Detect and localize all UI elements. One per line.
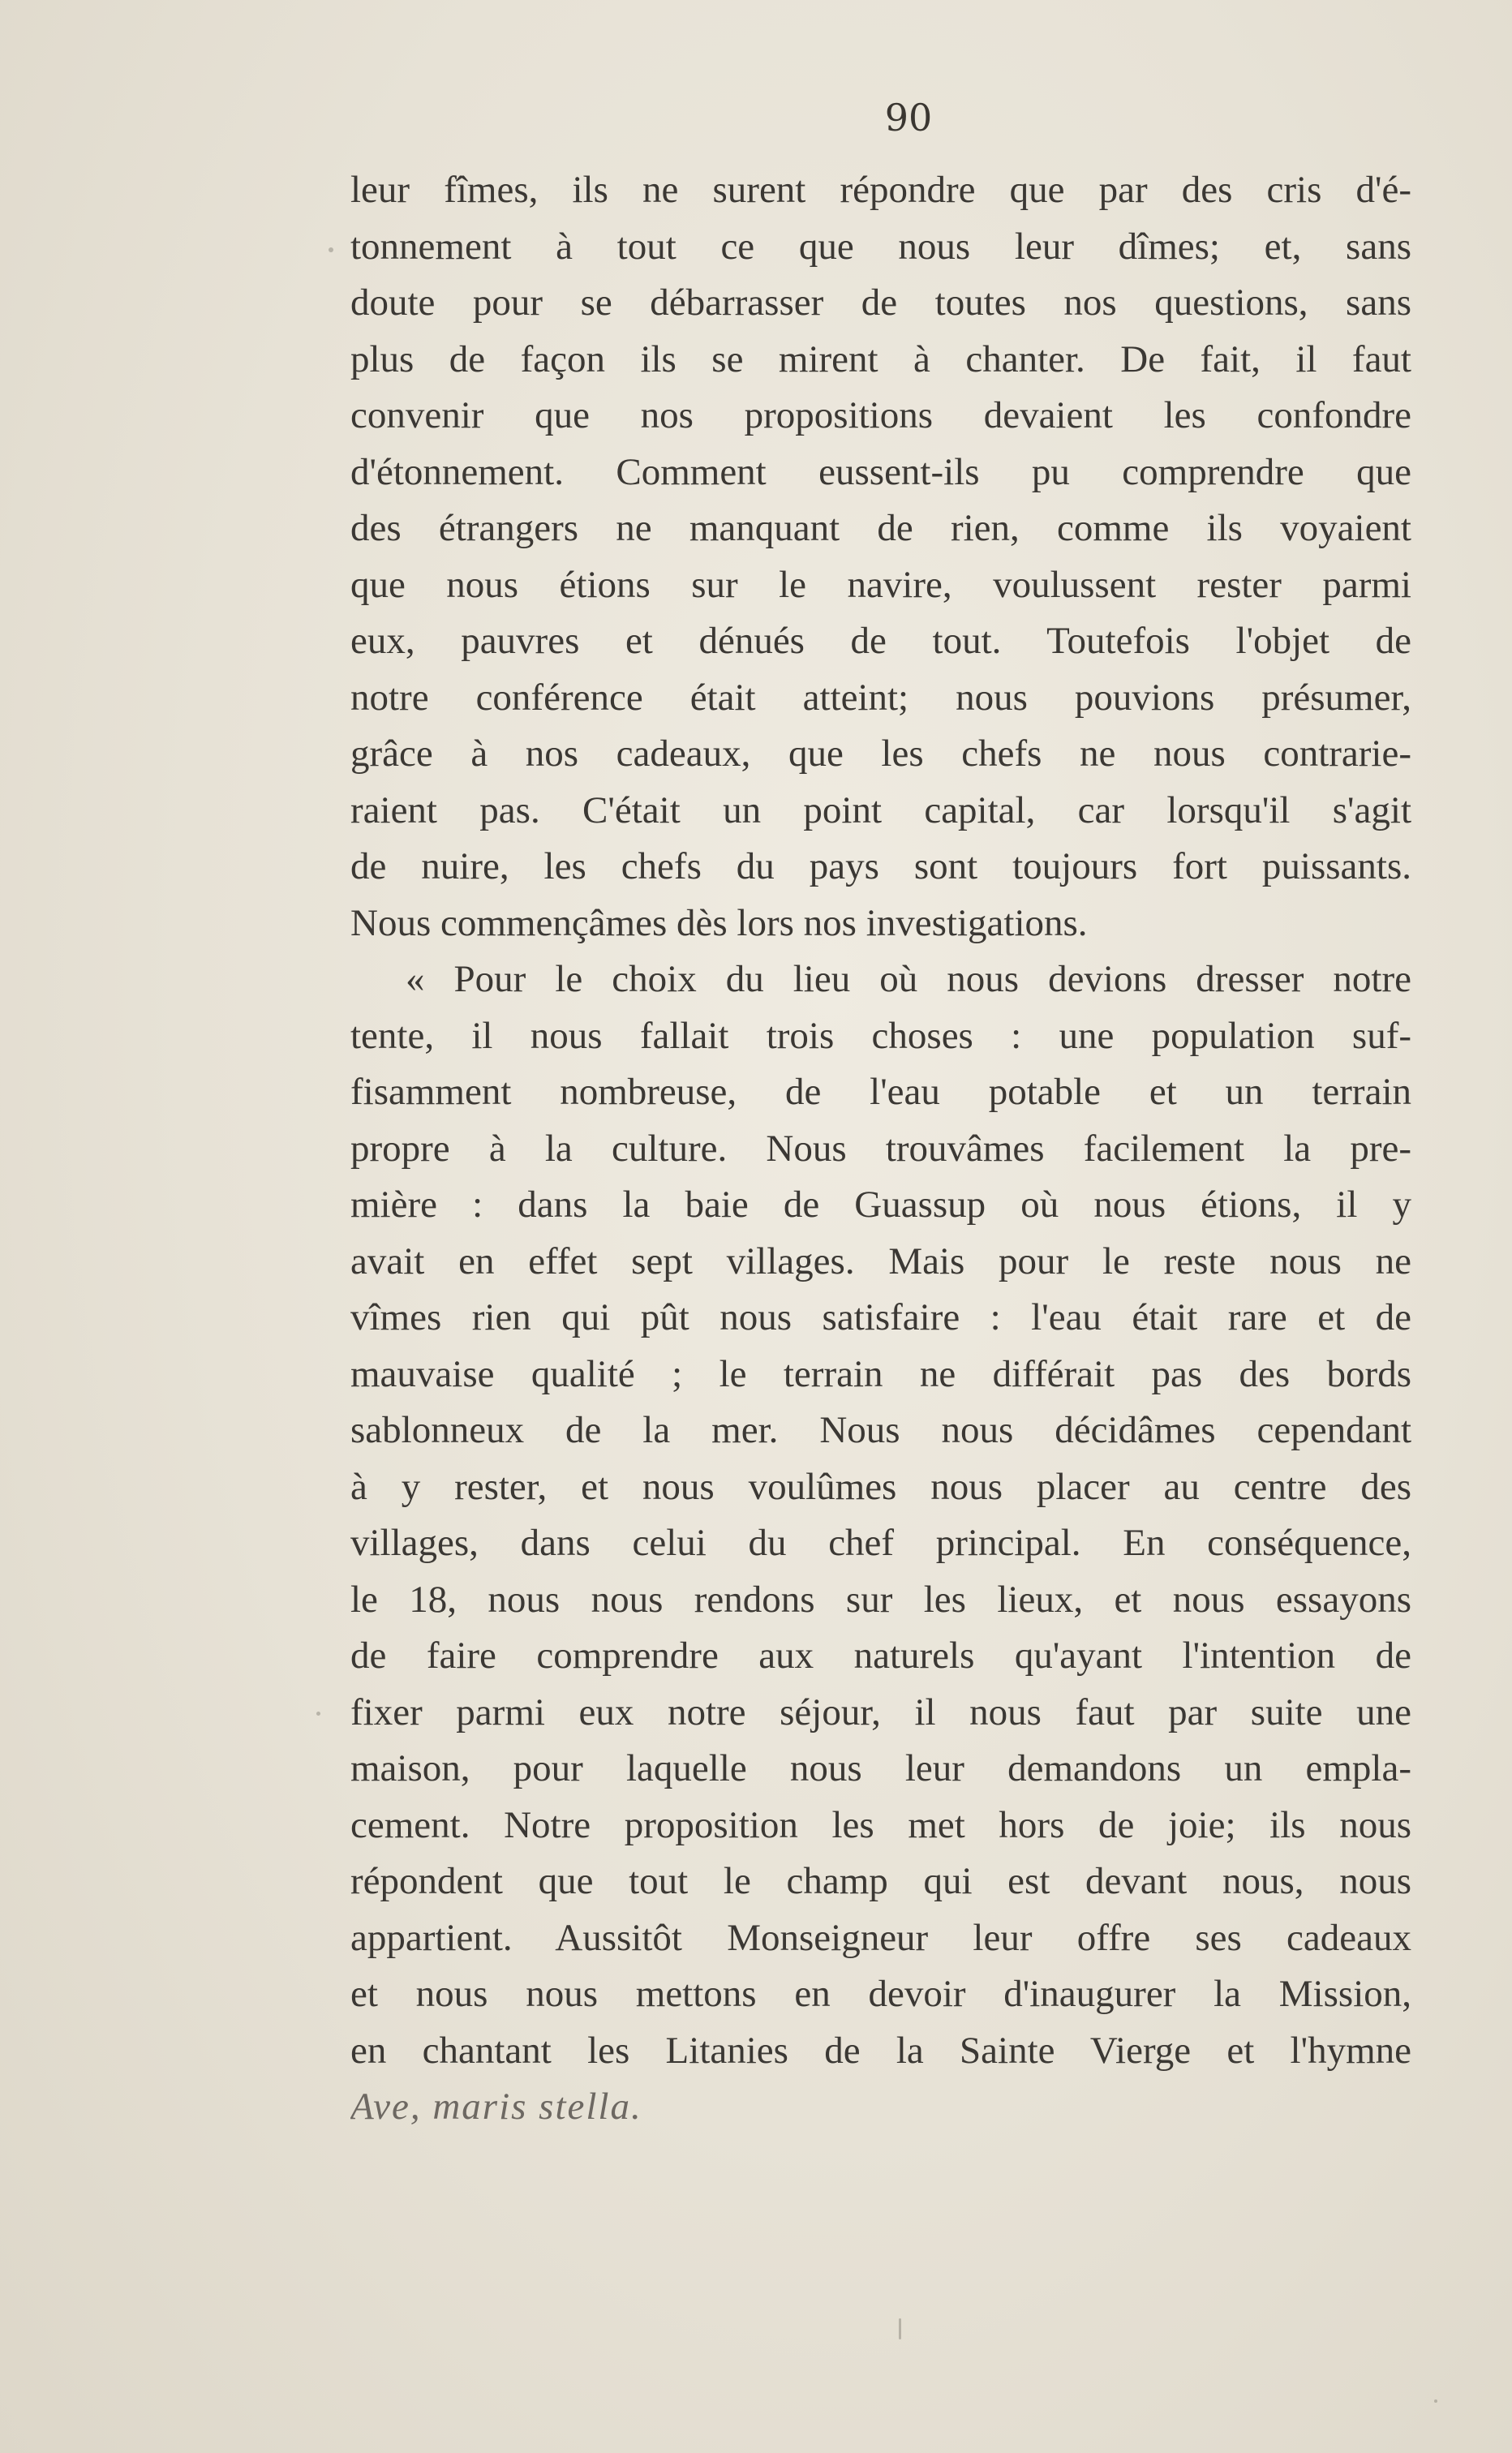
text-line: mière : dans la baie de Guassup où nous étions, il y bbox=[350, 1184, 1411, 1226]
text-line: tonnement à tout ce que nous leur dîmes; et, sans bbox=[350, 225, 1411, 268]
text-line: de faire comprendre aux naturels qu'ayant l'intention de bbox=[350, 1635, 1411, 1677]
body-text bbox=[350, 162, 1411, 2136]
page-number: 90 bbox=[884, 96, 933, 140]
text-line: fixer parmi eux notre séjour, il nous faut par suite une bbox=[350, 1690, 1411, 1733]
text-line: Nous commençâmes dès lors nos investigations. bbox=[350, 901, 1088, 944]
text-line: sablonneux de la mer. Nous nous décidâmes cependant bbox=[350, 1409, 1411, 1451]
text-line: en chantant les Litanies de la Sainte Vierge et l'hymne bbox=[350, 2029, 1411, 2072]
text-line: convenir que nos propositions devaient les confondre bbox=[350, 394, 1411, 436]
text-line: de nuire, les chefs du pays sont toujours fort puissants. bbox=[350, 845, 1411, 887]
text-line: plus de façon ils se mirent à chanter. De fait, il faut bbox=[350, 337, 1411, 380]
text-line: maison, pour laquelle nous leur demandons un empla- bbox=[350, 1747, 1411, 1789]
text-line: mauvaise qualité ; le terrain ne différait pas des bords bbox=[350, 1352, 1411, 1395]
paper-speck bbox=[899, 2318, 901, 2339]
text-line: fisamment nombreuse, de l'eau potable et un terrain bbox=[350, 1071, 1411, 1113]
text-line: le 18, nous nous rendons sur les lieux, et nous essayons bbox=[350, 1578, 1411, 1621]
text-line: leur fîmes, ils ne surent répondre que par des cris d'é- bbox=[350, 169, 1411, 211]
text-line: vîmes rien qui pût nous satisfaire : l'eau était rare et de bbox=[350, 1296, 1411, 1338]
paper-speck bbox=[1434, 2399, 1437, 2403]
hymn-title-line: Ave, maris stella. bbox=[350, 2086, 642, 2128]
text-line: eux, pauvres et dénués de tout. Toutefois l'objet de bbox=[350, 620, 1411, 662]
text-line: que nous étions sur le navire, voulussent rester parmi bbox=[350, 563, 1411, 606]
text-line: notre conférence était atteint; nous pouvions présumer, bbox=[350, 676, 1411, 719]
text-line: raient pas. C'était un point capital, car lorsqu'il s'agit bbox=[350, 788, 1411, 831]
paper-speck bbox=[329, 247, 333, 252]
text-line: répondent que tout le champ qui est devant nous, nous bbox=[350, 1860, 1411, 1902]
text-line: grâce à nos cadeaux, que les chefs ne nous contrarie- bbox=[350, 732, 1411, 775]
text-line: appartient. Aussitôt Monseigneur leur offre ses cadeaux bbox=[350, 1916, 1411, 1959]
text-line: propre à la culture. Nous trouvâmes facilement la pre- bbox=[350, 1127, 1411, 1170]
text-line: villages, dans celui du chef principal. En conséquence, bbox=[350, 1522, 1411, 1564]
text-line: à y rester, et nous voulûmes nous placer au centre des bbox=[350, 1465, 1411, 1508]
paper-speck bbox=[316, 1712, 320, 1716]
text-line: cement. Notre proposition les met hors de joie; ils nous bbox=[350, 1803, 1411, 1846]
text-line: et nous nous mettons en devoir d'inaugurer la Mission, bbox=[350, 1973, 1411, 2015]
text-line: des étrangers ne manquant de rien, comme ils voyaient bbox=[350, 507, 1411, 549]
text-line: tente, il nous fallait trois choses : une population suf- bbox=[350, 1014, 1411, 1057]
text-line: doute pour se débarrasser de toutes nos questions, sans bbox=[350, 281, 1411, 324]
text-line: avait en effet sept villages. Mais pour le reste nous ne bbox=[350, 1239, 1411, 1282]
text-line: d'étonnement. Comment eussent-ils pu comprendre que bbox=[350, 450, 1411, 493]
text-line: « Pour le choix du lieu où nous devions dresser notre bbox=[406, 958, 1411, 1000]
